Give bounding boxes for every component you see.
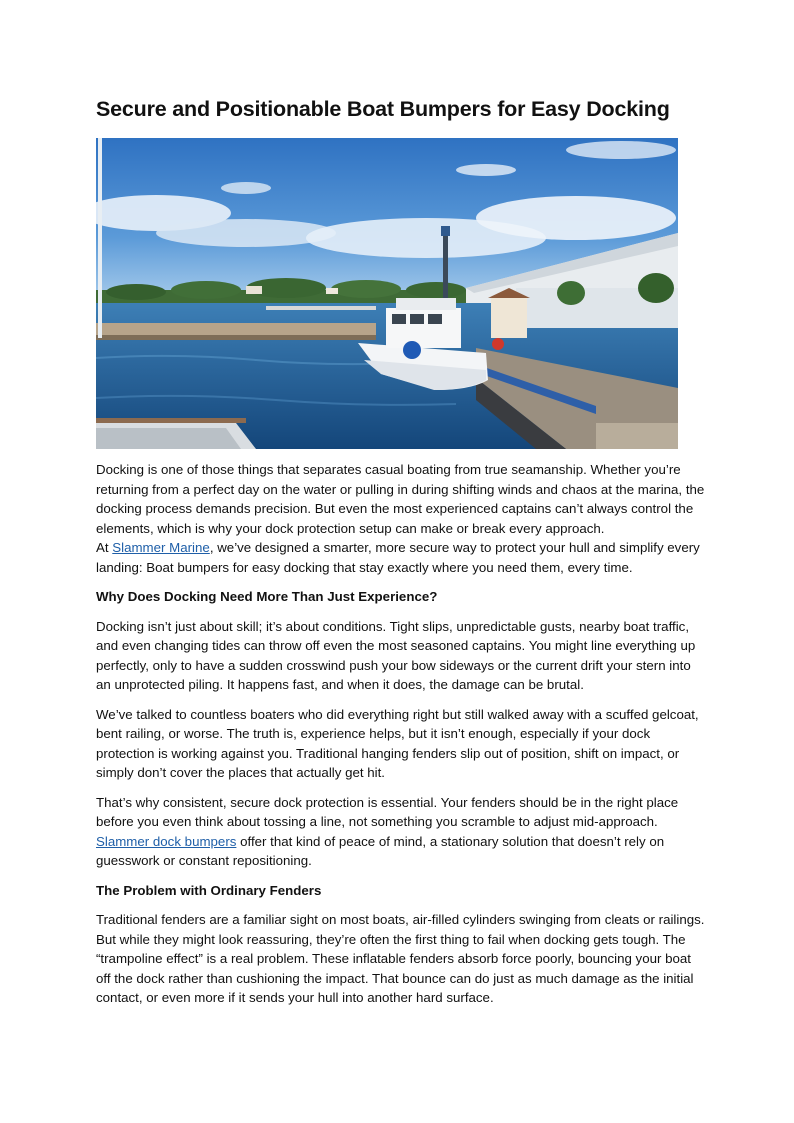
page-title: Secure and Positionable Boat Bumpers for Easy Docking — [96, 97, 670, 121]
paragraph-experience: We’ve talked to countless boaters who did everything right but still walked away with a scuffed gelcoat, bent railing, or worse. The truth is, experience helps, but it isn’t enough, especially if your dock protection is working against you. Traditional hanging fenders slip out of position, shift on impact, or simply don’t cover the places that actually get hit. — [96, 706, 699, 780]
section-heading-why-docking: Why Does Docking Need More Than Just Experience? — [96, 589, 438, 604]
article-body — [96, 460, 706, 1018]
marina-photo — [96, 138, 678, 449]
intro-at-text: At — [96, 540, 113, 555]
intro-after-link-text: , we’ve designed a smarter, more secure way to protect your hull and simplify every landing: Boat bumpers for easy docking that stay exactly where you need them, every time. — [96, 540, 700, 575]
paragraph-secure-after-link: offer that kind of peace of mind, a stationary solution that doesn’t rely on guesswork or constant repositioning. — [96, 833, 665, 868]
intro-text: Docking is one of those things that separates casual boating from true seamanship. Whether you’re returning from a perfect day on the water or pulling in during shifting winds and chaos at the marina, the docking process demands precision. But even the most experienced captains can’t always control the elements, which is why your dock protection setup can make or break every approach. — [96, 462, 705, 536]
slammer-marine-link[interactable]: Slammer Marine — [112, 540, 210, 555]
paragraph-traditional-fenders: Traditional fenders are a familiar sight on most boats, air-filled cylinders swinging from cleats or railings. But while they might look reassuring, they’re often the first thing to fail when docking gets tough. The “trampoline effect” is a real problem. These inflatable fenders absorb force poorly, bouncing your boat off the dock rather than cushioning the impact. That bounce can do just as much damage as the initial contact, or even more if it sends your hull into another hard surface. — [96, 912, 705, 1005]
paragraph-secure-text: That’s why consistent, secure dock protection is essential. Your fenders should be in the right place before you even think about tossing a line, not something you scramble to adjust mid-approach. — [96, 794, 679, 829]
paragraph-secure-protection — [96, 793, 706, 871]
slammer-dock-bumpers-link[interactable]: Slammer dock bumpers — [96, 833, 237, 849]
marina-photo-illustration — [96, 138, 678, 449]
section-heading-ordinary-fenders: The Problem with Ordinary Fenders — [96, 882, 322, 898]
intro-paragraph — [96, 460, 706, 577]
paragraph-conditions: Docking isn’t just about skill; it’s about conditions. Tight slips, unpredictable gusts, nearby boat traffic, and even changing tides can throw off even the most seasoned captains. You might line everything up perfectly, only to have a sudden crosswind push your bow sideways or the current drift your stern into an unprotected piling. It happens fast, and when it does, the damage can be brutal. — [96, 618, 696, 692]
